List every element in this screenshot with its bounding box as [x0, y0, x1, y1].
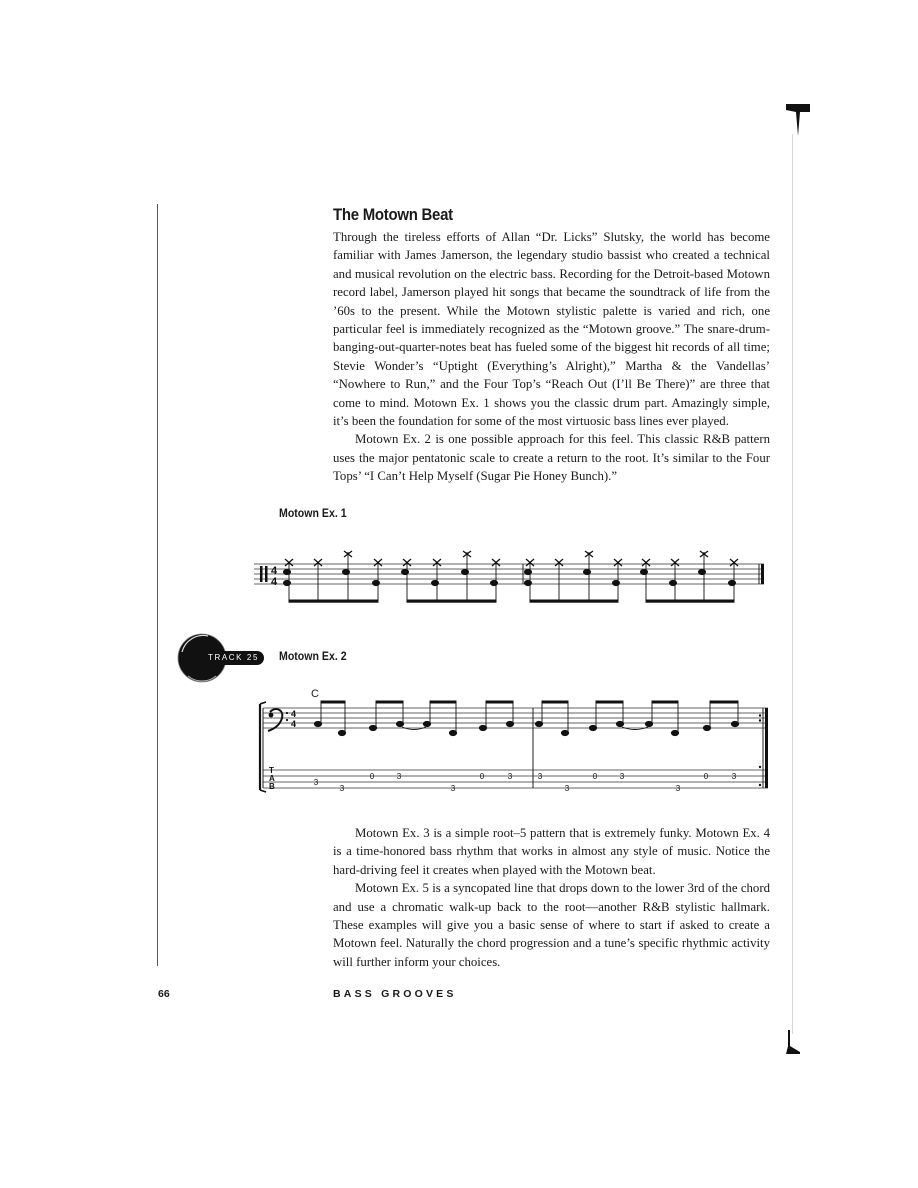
paragraph: Motown Ex. 3 is a simple root–5 pattern that is extremely funky. Motown Ex. 4 is a time-honored bass rhythm that works in almost any style of music. Notice the hard-driving feel it creates when played with the Motown beat.	[333, 826, 770, 877]
page-number: 66	[158, 988, 170, 1000]
tab-fret-number: 3	[396, 772, 402, 781]
tab-fret-number: 3	[450, 784, 456, 793]
svg-text:4: 4	[291, 709, 297, 719]
svg-text:4: 4	[271, 576, 278, 588]
running-head: BASS GROOVES	[333, 988, 457, 1000]
tab-fret-number: 0	[703, 772, 709, 781]
margin-rule	[157, 204, 158, 966]
corner-crop-mark-icon	[786, 104, 810, 136]
tab-fret-number: 3	[537, 772, 543, 781]
svg-text:4: 4	[271, 565, 278, 577]
section-title: The Motown Beat	[333, 205, 453, 224]
bass-tab-notation	[254, 690, 770, 794]
tab-fret-number: 0	[369, 772, 375, 781]
tab-fret-number: 3	[507, 772, 513, 781]
example-1-label: Motown Ex. 1	[279, 508, 347, 520]
tab-letter: A	[269, 774, 275, 783]
paragraph: Motown Ex. 5 is a syncopated line that drops down to the lower 3rd of the chord and use a chromatic walk-up back to the root—another R&B stylistic hallmark. These examples will give you a basic sense of where to start if asked to create a Motown feel. Naturally the chord progression and a tune’s specific rhythmic activity will further inform your choices.	[333, 881, 770, 969]
example-2-label: Motown Ex. 2	[279, 651, 347, 663]
tab-fret-number: 3	[675, 784, 681, 793]
tab-letter: T	[269, 766, 274, 775]
chord-symbol: C	[311, 688, 319, 700]
tab-fret-number: 3	[731, 772, 737, 781]
tab-fret-number: 3	[619, 772, 625, 781]
svg-text:4: 4	[291, 719, 297, 729]
tab-fret-number: 3	[313, 778, 319, 787]
corner-crop-mark-icon	[786, 1030, 800, 1054]
tab-fret-number: 3	[564, 784, 570, 793]
paragraph: Motown Ex. 2 is one possible approach for this feel. This classic R&B pattern uses the major pentatonic scale to create a return to the root. It’s similar to the Four Tops’ “I Can’t Help Myself (Sugar Pie Honey Bunch).”	[333, 432, 770, 484]
tab-fret-number: 0	[592, 772, 598, 781]
paragraph: Through the tireless efforts of Allan “Dr. Licks” Slutsky, the world has become familiar with James Jamerson, the legendary studio bassist who created a technical and musical revolution on the electric bass. Recording for the Detroit-based Motown record label, Jamerson played hit songs that became the soundtrack of life from the ’60s to the present. While the Motown stylistic palette is varied and rich, one particular feel is immediately recognized as the “Motown groove.” The snare-drum-banging-out-quarter-notes beat has fueled some of the biggest hit records of all time; Stevie Wonder’s “Uptight (Everything’s Alright),” Martha & the Vandellas’ “Nowhere to Run,” and the Four Top’s “Reach Out (I’ll Be There)” are three that come to mind. Motown Ex. 1 shows you the classic drum part. Amazingly simple, it’s been the foundation for some of the most virtuosic bass lines ever played.	[333, 230, 770, 429]
tab-letter: B	[269, 782, 275, 791]
page-edge-line	[792, 134, 793, 1034]
closing-text	[333, 824, 770, 971]
tab-fret-number: 0	[479, 772, 485, 781]
tab-fret-number: 3	[339, 784, 345, 793]
drum-notation-staff	[254, 544, 770, 606]
track-number-badge: TRACK 25	[208, 653, 260, 662]
intro-text	[333, 228, 770, 486]
